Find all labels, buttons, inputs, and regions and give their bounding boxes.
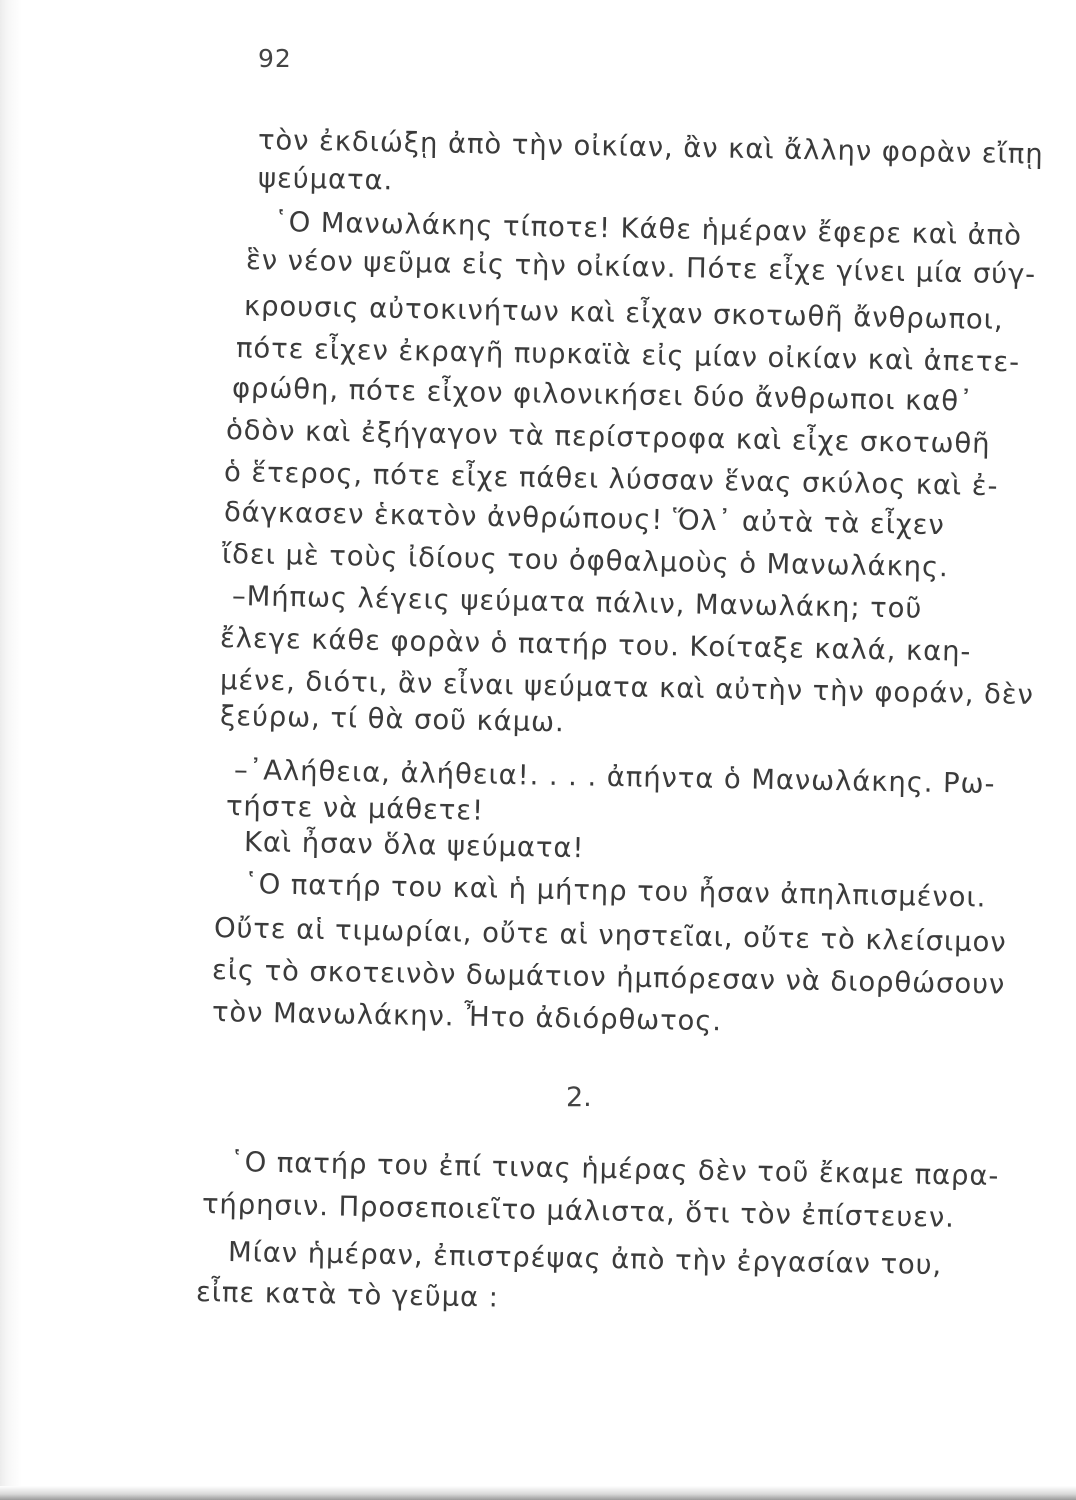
- section-number: 2.: [566, 1082, 592, 1113]
- text-line: Καὶ ἦσαν ὅλα ψεύματα!: [243, 826, 585, 865]
- text-line: εἰς τὸ σκοτεινὸν δωμάτιον ἠμπόρεσαν νὰ διορθώσουν: [211, 954, 1006, 1001]
- text-line: ῾Ο πατήρ του ἐπί τινας ἡμέρας δὲν τοῦ ἔκαμε παρα-: [229, 1146, 1000, 1193]
- text-line: –Μήπως λέγεις ψεύματα πάλιν, Μανωλάκη; τοῦ: [231, 580, 923, 625]
- text-line: εἶπε κατὰ τὸ γεῦμα :: [195, 1276, 500, 1314]
- text-line: τὸν Μανωλάκην. Ἦτο ἀδιόρθωτος.: [211, 996, 723, 1038]
- text-line: Μίαν ἡμέραν, ἐπιστρέψας ἀπὸ τὴν ἐργασίαν του,: [227, 1236, 943, 1282]
- text-line: τήστε νὰ μάθετε!: [225, 790, 485, 827]
- text-line: ῾Ο Μανωλάκης τίποτε! Κάθε ἡμέραν ἔφερε καὶ ἀπὸ: [273, 206, 1023, 252]
- text-line: τὸν ἐκδιώξῃ ἀπὸ τὴν οἰκίαν, ἂν καὶ ἄλλην φορὰν εἴπῃ: [257, 124, 1044, 171]
- page-number: 92: [258, 44, 292, 73]
- text-line: Οὔτε αἱ τιμωρίαι, οὔτε αἱ νηστεῖαι, οὔτε τὸ κλείσιμον: [213, 912, 1007, 959]
- text-line: ἓν νέον ψεῦμα εἰς τὴν οἰκίαν. Πότε εἶχε γίνει μία σύγ-: [245, 244, 1037, 291]
- text-line: κρουσις αὐτοκινήτων καὶ εἶχαν σκοτωθῆ ἄνθρωποι,: [243, 290, 1004, 336]
- text-line: πότε εἶχεν ἐκραγῆ πυρκαϊὰ εἰς μίαν οἰκίαν καὶ ἀπετε-: [235, 332, 1021, 379]
- text-line: ῾Ο πατήρ του καὶ ἡ μήτηρ του ἦσαν ἀπηλπισμένοι.: [243, 868, 987, 914]
- text-line: ἔλεγε κάθε φορὰν ὁ πατήρ του. Κοίταξε καλά, καη-: [219, 622, 972, 668]
- text-line: ψεύματα.: [257, 162, 394, 197]
- text-line: τήρησιν. Προσεποιεῖτο μάλιστα, ὅτι τὸν ἐπίστευεν.: [201, 1188, 956, 1234]
- text-line: ἴδει μὲ τοὺς ἰδίους του ὀφθαλμοὺς ὁ Μανωλάκης.: [221, 538, 950, 584]
- page-bottom-edge: [0, 1486, 1076, 1500]
- text-line: ὁ ἕτερος, πότε εἶχε πάθει λύσσαν ἕνας σκύλος καὶ ἐ-: [223, 456, 999, 503]
- text-line: φρώθη, πότε εἶχον φιλονικήσει δύο ἄνθρωποι καθ᾽: [231, 372, 974, 418]
- text-line: μένε, διότι, ἂν εἶναι ψεύματα καὶ αὐτὴν τὴν φοράν, δὲν: [219, 664, 1035, 711]
- text-line: ξεύρω, τί θὰ σοῦ κάμω.: [219, 700, 565, 739]
- text-line: ὁδὸν καὶ ἐξήγαγον τὰ περίστροφα καὶ εἶχε σκοτωθῆ: [225, 414, 991, 461]
- text-line: δάγκασεν ἑκατὸν ἀνθρώπους! Ὅλ᾽ αὐτὰ τὰ εἶχεν: [223, 496, 946, 542]
- text-line: –᾽Αλήθεια, ἀλήθεια!. . . . ἀπήντα ὁ Μανωλάκης. Ρω-: [233, 754, 996, 800]
